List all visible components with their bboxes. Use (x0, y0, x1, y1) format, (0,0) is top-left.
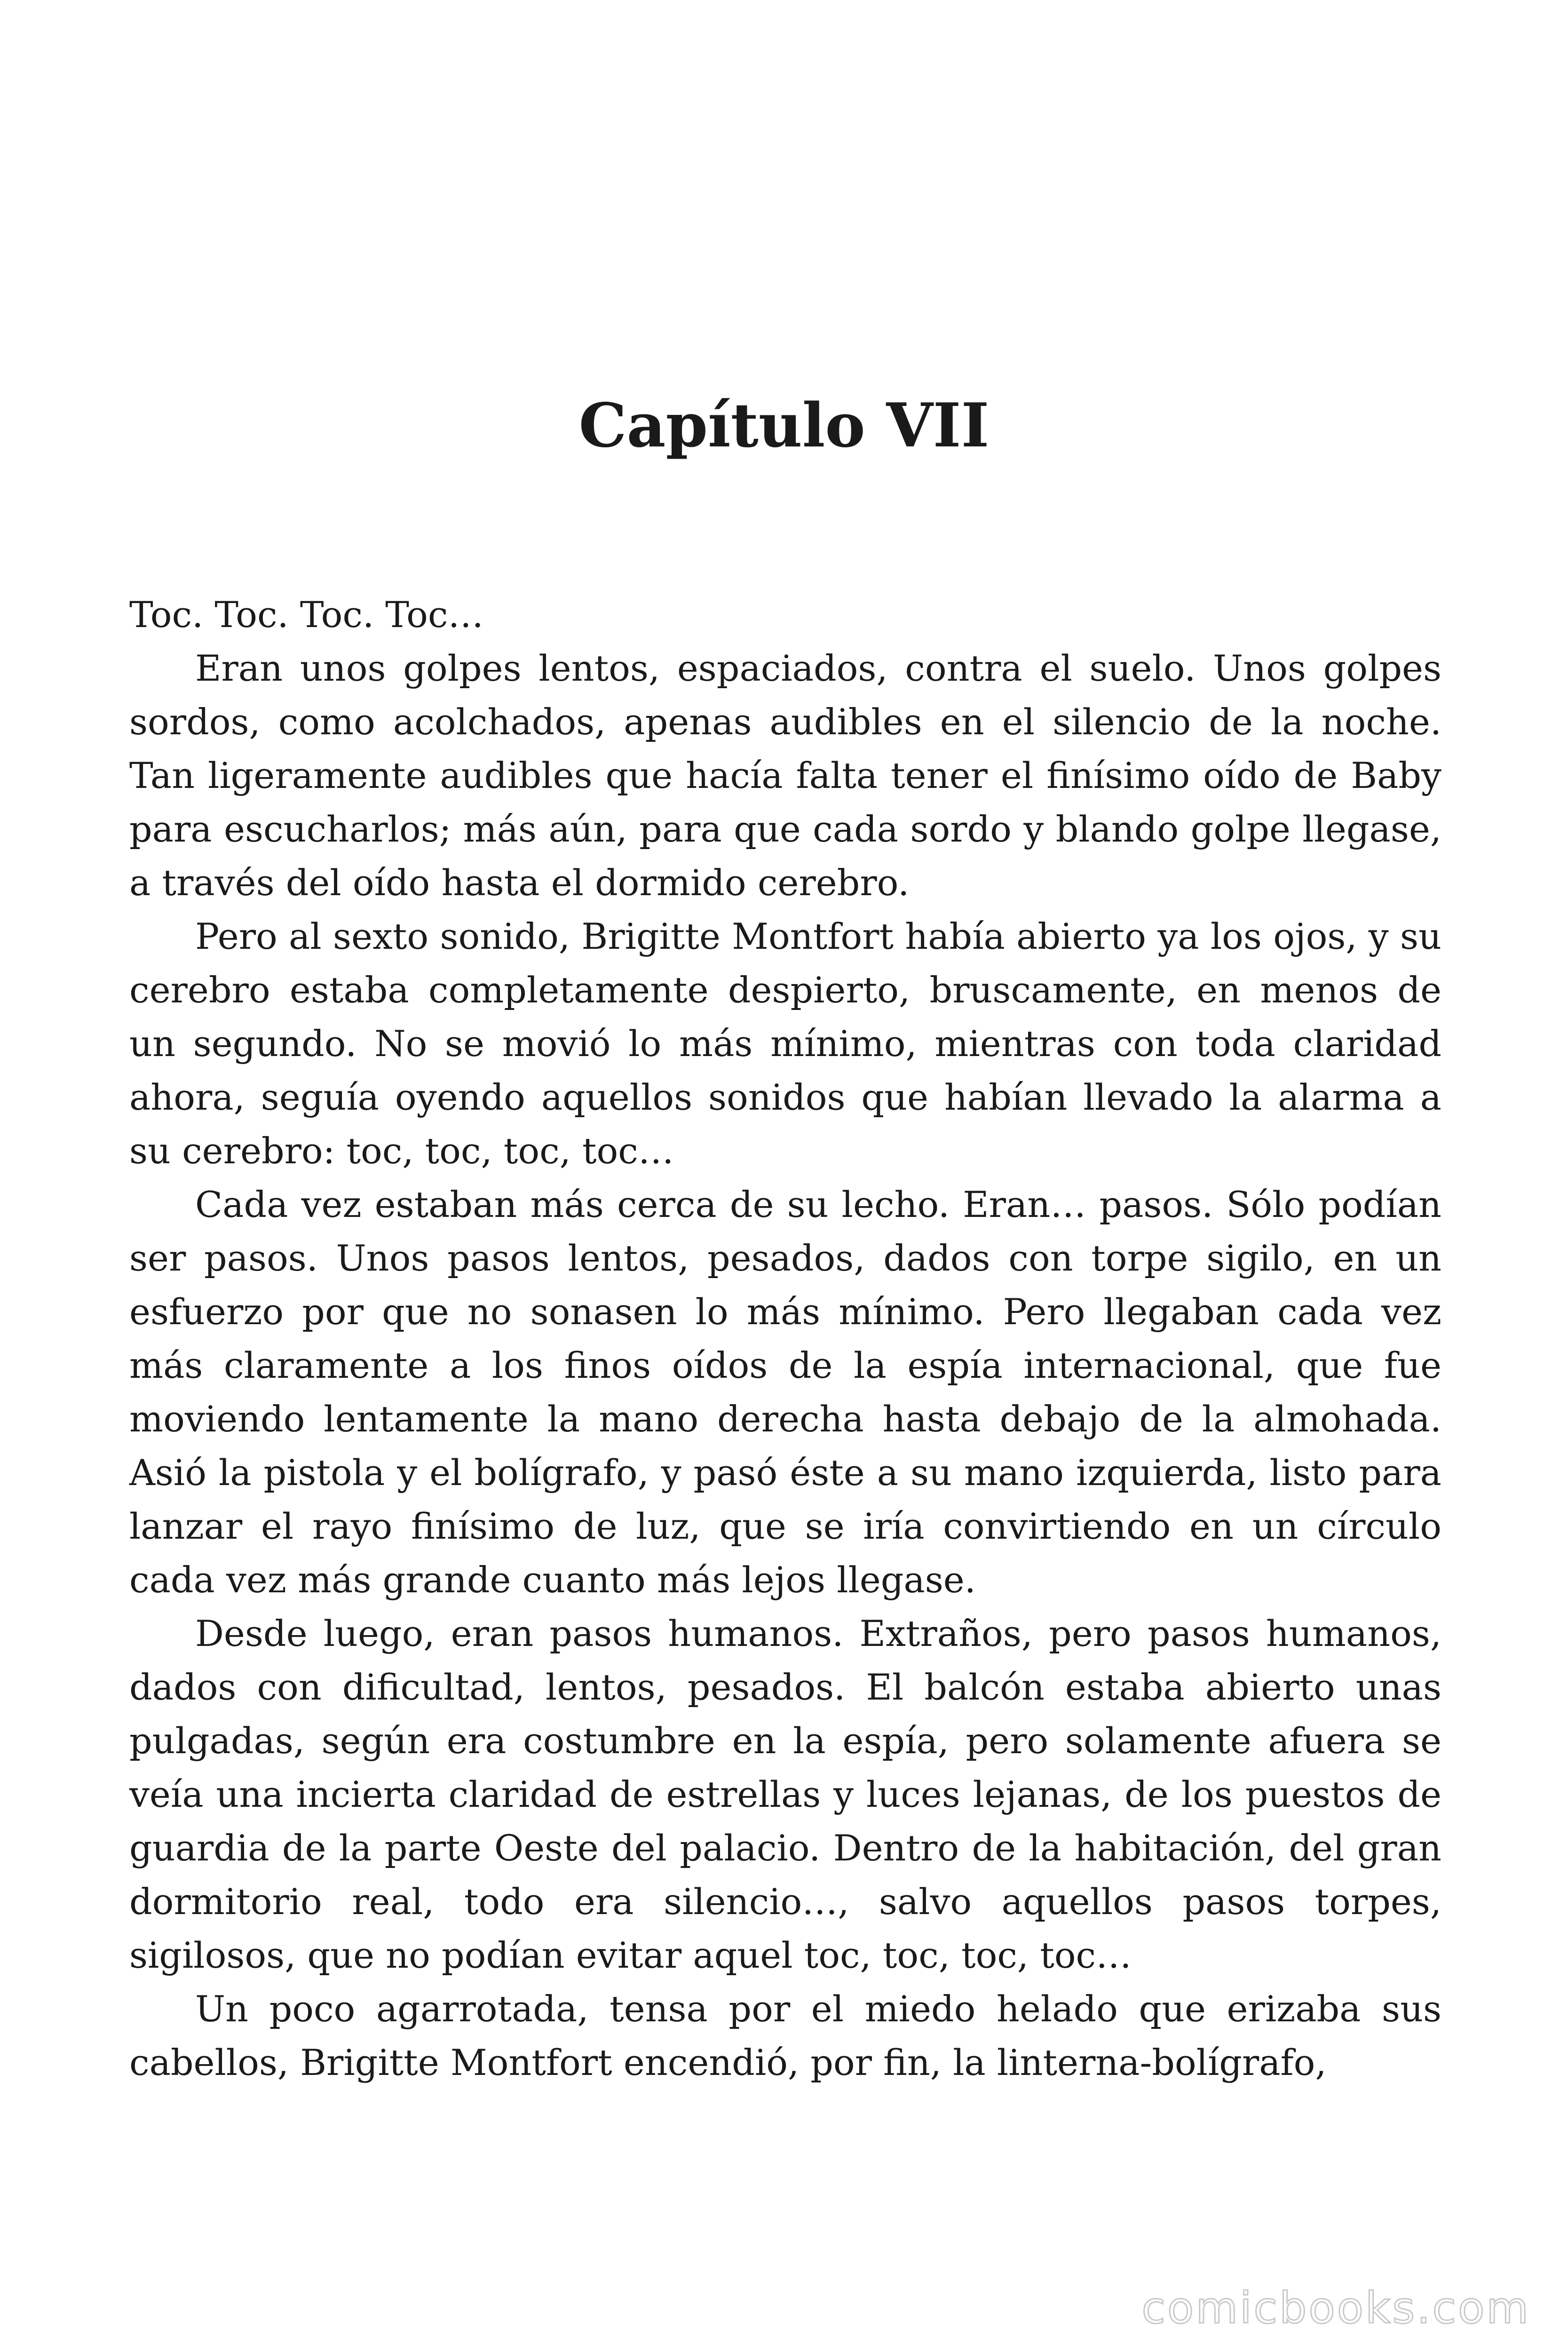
paragraph: Pero al sexto sonido, Brigitte Montfort había abierto ya los ojos, y su cerebro estaba completamente despierto, bruscamente, en menos de un segundo. No se movió lo más mínimo, mientras con toda claridad ahora, seguía oyendo aquellos sonidos que habían llevado la alarma a su cerebro: toc, toc, toc, toc… (129, 915, 1441, 1172)
paragraph: Eran unos golpes lentos, espaciados, contra el suelo. Unos golpes sordos, como acolchados, apenas audibles en el silencio de la noche. Tan ligeramente audibles que hacía falta tener el finísimo oído de Baby para escucharlos; más aún, para que cada sordo y blando golpe llegase, a través del oído hasta el dormido cerebro. (129, 647, 1441, 904)
paragraph: Cada vez estaban más cerca de su lecho. Eran… pasos. Sólo podían ser pasos. Unos pasos lentos, pesados, dados con torpe sigilo, en un esfuerzo por que no sonasen lo más mínimo. Pero llegaban cada vez más claramente a los finos oídos de la espía internacional, que fue moviendo lentamente la mano derecha hasta debajo de la almohada. Asió la pistola y el bolígrafo, y pasó éste a su mano izquierda, listo para lanzar el rayo finísimo de luz, que se iría convirtiendo en un círculo cada vez más grande cuanto más lejos llegase. (129, 1184, 1441, 1601)
watermark: comicbooks.com (1141, 2283, 1530, 2333)
paragraph: Un poco agarrotada, tensa por el miedo helado que erizaba sus cabellos, Brigitte Montfort encendió, por fin, la linterna-bolígrafo, (129, 1988, 1441, 2083)
chapter-body (129, 588, 1441, 2090)
paragraph: Toc. Toc. Toc. Toc… (129, 594, 484, 636)
chapter-title: Capítulo VII (578, 390, 990, 461)
paragraph: Desde luego, eran pasos humanos. Extraños, pero pasos humanos, dados con dificultad, lentos, pesados. El balcón estaba abierto unas pulgadas, según era costumbre en la espía, pero solamente afuera se veía una incierta claridad de estrellas y luces lejanas, de los puestos de guardia de la parte Oeste del palacio. Dentro de la habitación, del gran dormitorio real, todo era silencio…, salvo aquellos pasos torpes, sigilosos, que no podían evitar aquel toc, toc, toc, toc… (129, 1613, 1441, 1976)
